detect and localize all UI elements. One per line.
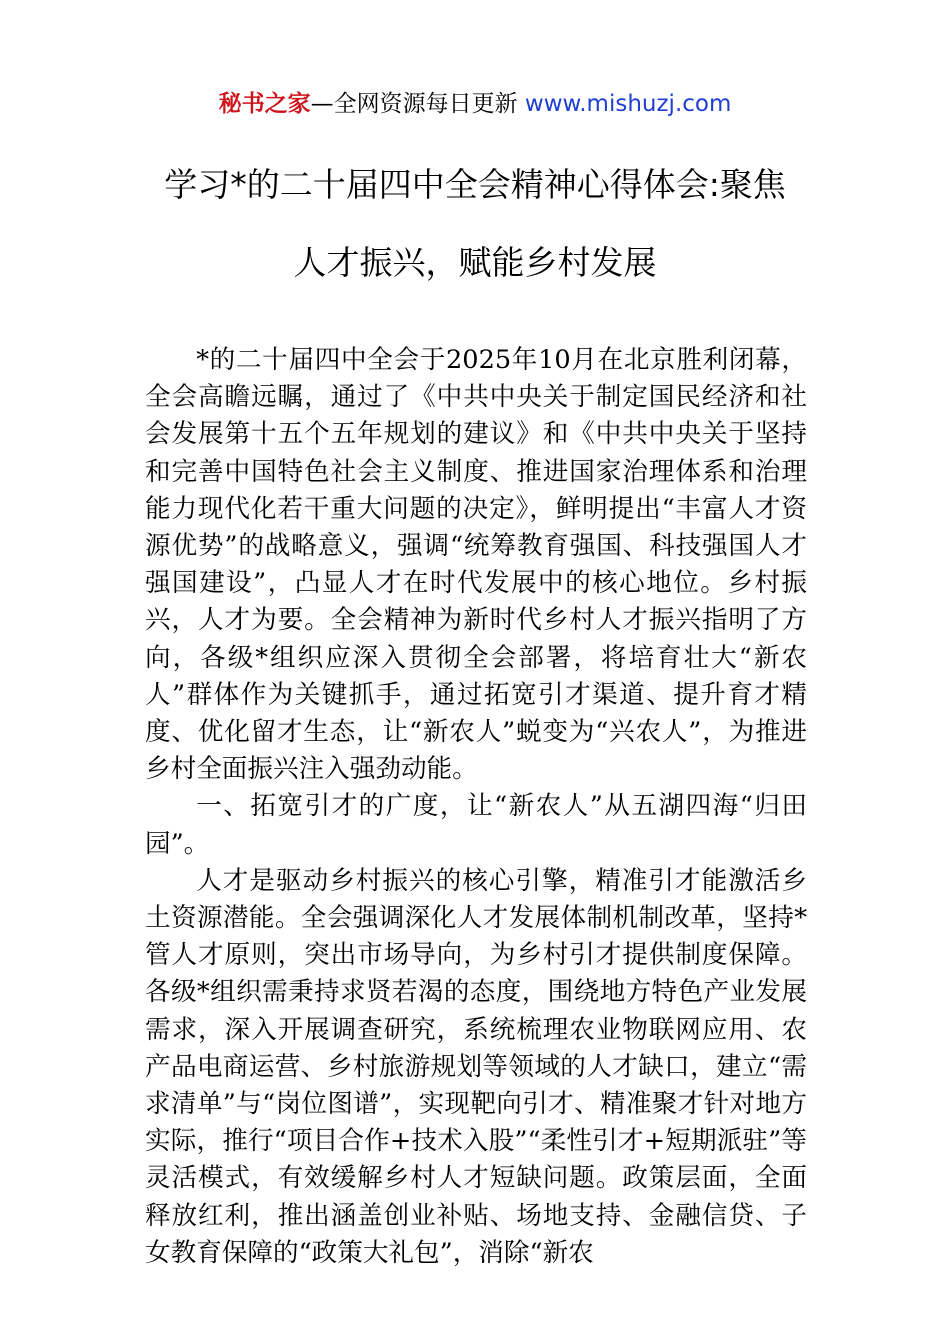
site-tagline: —全网资源每日更新 (310, 91, 525, 117)
site-url-link[interactable]: www.mishuzj.com (524, 91, 732, 117)
document-title-line-2: 人才振兴，赋能乡村发展 (293, 243, 657, 282)
document-title-line-1: 学习*的二十届四中全会精神心得体会:聚焦 (164, 165, 786, 204)
section-heading-1: 一、拓宽引才的广度，让“新农人”从五湖四海“归田园”。 (145, 791, 807, 859)
site-brand[interactable]: 秘书之家 (218, 91, 311, 117)
body-paragraph-section-1: 人才是驱动乡村振兴的核心引擎，精准引才能激活乡土资源潜能。全会强调深化人才发展体制机制改革，坚持*管人才原则，突出市场导向，为乡村引才提供制度保障。各级*组织需秉持求贤若渴的态度，围绕地方特色产业发展需求，深入开展调查研究，系统梳理农业物联网应用、农产品电商运营、乡村旅游规划等领域的人才缺口，建立“需求清单”与“岗位图谱”，实现靶向引才、精准聚才针对地方实际，推行“项目合作+技术入股”“柔性引才+短期派驻”等灵活模式，有效缓解乡村人才短缺问题。政策层面，全面释放红利，推出涵盖创业补贴、场地支持、金融信贷、子女教育保障的“政策大礼包”，消除“新农 (145, 865, 807, 1268)
body-paragraph-intro: *的二十届四中全会于2025年10月在北京胜利闭幕，全会高瞻远瞩，通过了《中共中央关于制定国民经济和社会发展第十五个五年规划的建议》和《中共中央关于坚持和完善中国特色社会主义制度、推进国家治理体系和治理能力现代化若干重大问题的决定》，鲜明提出“丰富人才资源优势”的战略意义，强调“统筹教育强国、科技强国人才强国建设”，凸显人才在时代发展中的核心地位。乡村振兴，人才为要。全会精神为新时代乡村人才振兴指明了方向，各级*组织应深入贯彻全会部署，将培育壮大“新农人”群体作为关键抓手，通过拓宽引才渠道、提升育才精度、优化留才生态，让“新农人”蜕变为“兴农人”，为推进乡村全面振兴注入强劲动能。 (145, 345, 807, 785)
document-title (130, 160, 820, 316)
document-body (145, 342, 807, 1272)
site-header (0, 88, 950, 120)
